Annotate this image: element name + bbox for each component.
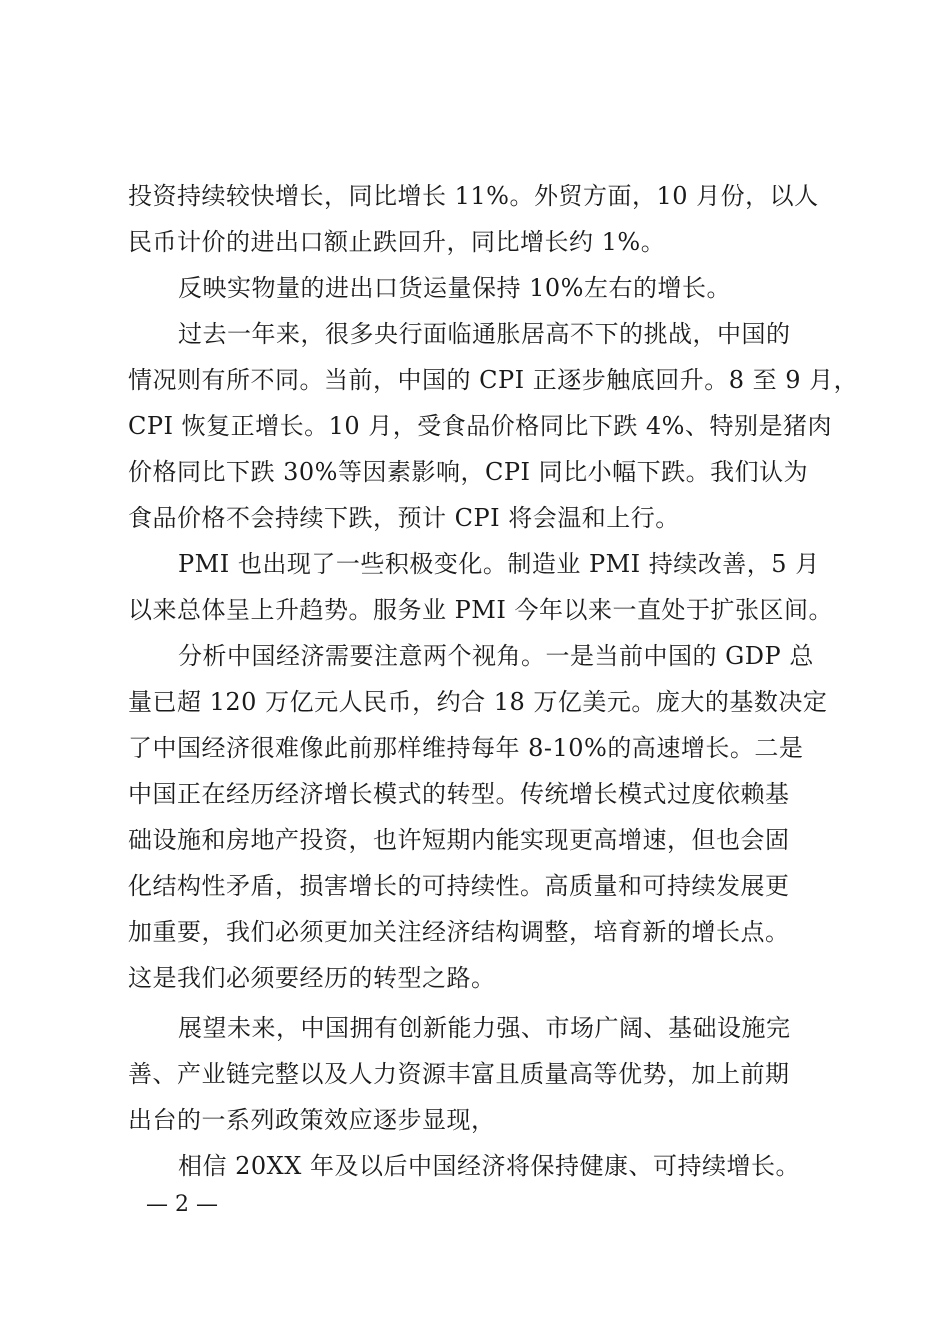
text-line: 食品价格不会持续下跌，预计 CPI 将会温和上行。 <box>128 504 680 532</box>
paragraph-start-line: 展望未来，中国拥有创新能力强、市场广阔、基础设施完 <box>178 1014 791 1042</box>
text-line: 以来总体呈上升趋势。服务业 PMI 今年以来一直处于扩张区间。 <box>128 596 833 624</box>
text-line: 础设施和房地产投资，也许短期内能实现更高增速，但也会固 <box>128 826 790 854</box>
text-line: 化结构性矛盾，损害增长的可持续性。高质量和可持续发展更 <box>128 872 790 900</box>
text-line: 出台的一系列政策效应逐步显现， <box>128 1106 496 1134</box>
text-line: 投资持续较快增长，同比增长 11%。外贸方面，10 月份，以人 <box>128 182 819 210</box>
text-line: 善、产业链完整以及人力资源丰富且质量高等优势，加上前期 <box>128 1060 790 1088</box>
text-line: 价格同比下跌 30%等因素影响，CPI 同比小幅下跌。我们认为 <box>128 458 809 486</box>
paragraph-start-line: 反映实物量的进出口货运量保持 10%左右的增长。 <box>178 274 731 302</box>
paragraph-start-line: PMI 也出现了一些积极变化。制造业 PMI 持续改善，5 月 <box>178 550 820 578</box>
paragraph-start-line: 相信 20XX 年及以后中国经济将保持健康、可持续增长。 <box>178 1152 800 1180</box>
text-line: CPI 恢复正增长。10 月，受食品价格同比下跌 4%、特别是猪肉 <box>128 412 832 440</box>
text-line: 量已超 120 万亿元人民币，约合 18 万亿美元。庞大的基数决定 <box>128 688 828 716</box>
text-line: 情况则有所不同。当前，中国的 CPI 正逐步触底回升。8 至 9 月， <box>128 366 859 394</box>
text-line: 这是我们必须要经历的转型之路。 <box>128 964 496 992</box>
text-line: 了中国经济很难像此前那样维持每年 8-10%的高速增长。二是 <box>128 734 804 762</box>
paragraph-start-line: 分析中国经济需要注意两个视角。一是当前中国的 GDP 总 <box>178 642 814 670</box>
text-line: 中国正在经历经济增长模式的转型。传统增长模式过度依赖基 <box>128 780 790 808</box>
text-line: 民币计价的进出口额止跌回升，同比增长约 1%。 <box>128 228 666 256</box>
text-line: 加重要，我们必须更加关注经济结构调整，培育新的增长点。 <box>128 918 790 946</box>
page-number: — 2 — <box>146 1192 218 1217</box>
paragraph-start-line: 过去一年来，很多央行面临通胀居高不下的挑战，中国的 <box>178 320 791 348</box>
